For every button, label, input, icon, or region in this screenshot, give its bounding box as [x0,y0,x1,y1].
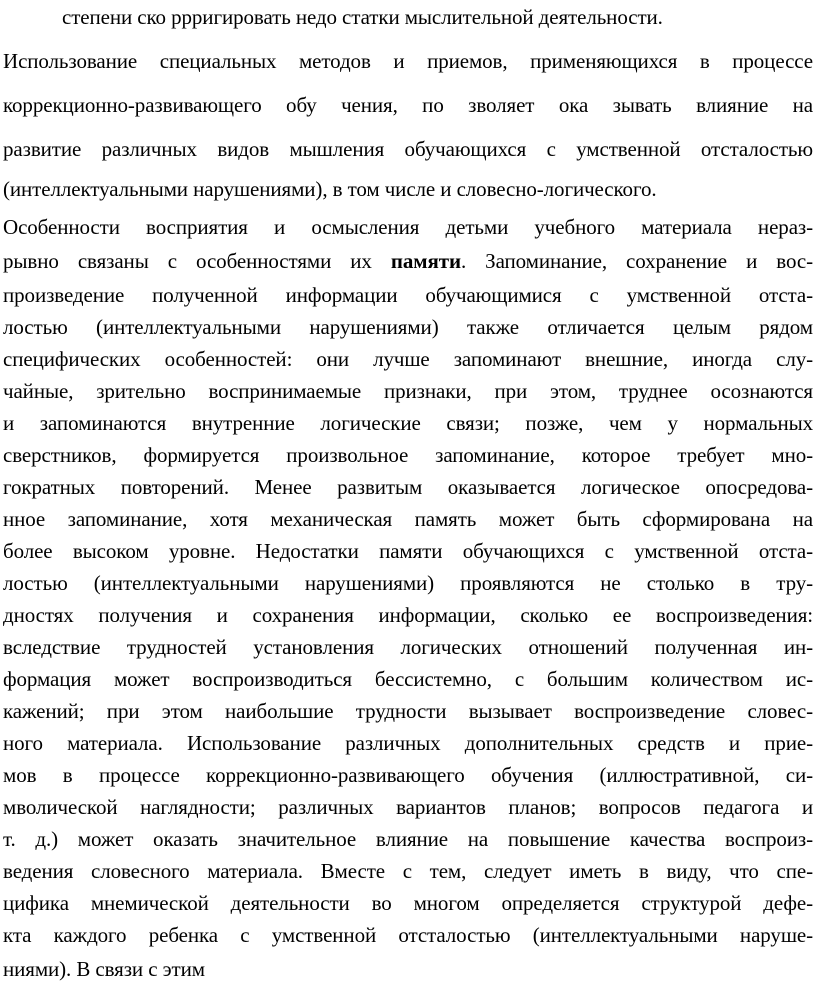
text-line-07-end: . Запоминание, сохранение и вос- [460,249,813,273]
text-line-09: лостью (интеллектуальными нарушениями) также отличается целым рядом [3,315,813,339]
text-line-11: чайные, зрительно воспринимаемые признаки, при этом, труднее осознаются [3,379,813,403]
text-line-02: Использование специальных методов и приемов, применяющихся в процессе [3,49,813,73]
text-line-22: ного материала. Использование различных дополнительных средств и прие- [3,731,813,755]
text-line-25: т. д.) может оказать значительное влияние на повышение качества воспроиз- [3,827,813,851]
text-line-06: Особенности восприятия и осмысления детьми учебного материала нераз- [3,215,813,239]
text-line-18: дностях получения и сохранения информации, сколько ее воспроизведения: [3,603,813,627]
text-line-13: сверстников, формируется произвольное запоминание, которое требует мно- [3,443,813,467]
text-line-16: более высоком уровне. Недостатки памяти обучающихся с умственной отста- [3,539,813,563]
bold-term-memory: памяти [390,249,461,273]
text-line-24: мволической наглядности; различных вариантов планов; вопросов педагога и [3,795,813,819]
text-line-03: коррекционно-развивающего обу чения, по зволяет ока зывать влияние на [3,93,813,117]
text-line-10: специфических особенностей: они лучше запоминают внешние, иногда слу- [3,347,813,371]
text-line-19: вследствие трудностей установления логических отношений полученная ин- [3,635,813,659]
text-line-27: цифика мнемической деятельности во многом определяется структурой дефе- [3,891,813,915]
text-line-23: мов в процессе коррекционно-развивающего обучения (иллюстративной, си- [3,763,813,787]
text-line-29: ниями). В связи с этим [3,957,205,981]
text-line-26: ведения словесного материала. Вместе с тем, следует иметь в виду, что спе- [3,859,813,883]
text-line-14: гократных повторений. Менее развитым оказывается логическое опосредова- [3,475,813,499]
text-line-12: и запоминаются внутренние логические связи; позже, чем у нормальных [3,411,813,435]
text-line-08: произведение полученной информации обучающимися с умственной отста- [3,283,813,307]
text-line-20: формация может воспроизводиться бессистемно, с большим количеством ис- [3,667,813,691]
text-line-17: лостью (интеллектуальными нарушениями) проявляются не столько в тру- [3,571,813,595]
text-line-05: (интеллектуальными нарушениями), в том числе и словесно-логического. [3,177,657,201]
text-line-01: степени ско ррригировать недо статки мыслительной деятельности. [62,5,663,29]
text-line-28: кта каждого ребенка с умственной отсталостью (интеллектуальными наруше- [3,923,813,947]
text-line-07 [3,248,813,274]
text-line-21: кажений; при этом наибольшие трудности вызывает воспроизведение словес- [3,699,813,723]
text-line-07-start: рывно связаны с особенностями их [3,249,391,273]
text-line-04: развитие различных видов мышления обучающихся с умственной отсталостью [3,137,813,161]
text-line-15: нное запоминание, хотя механическая память может быть сформирована на [3,507,813,531]
